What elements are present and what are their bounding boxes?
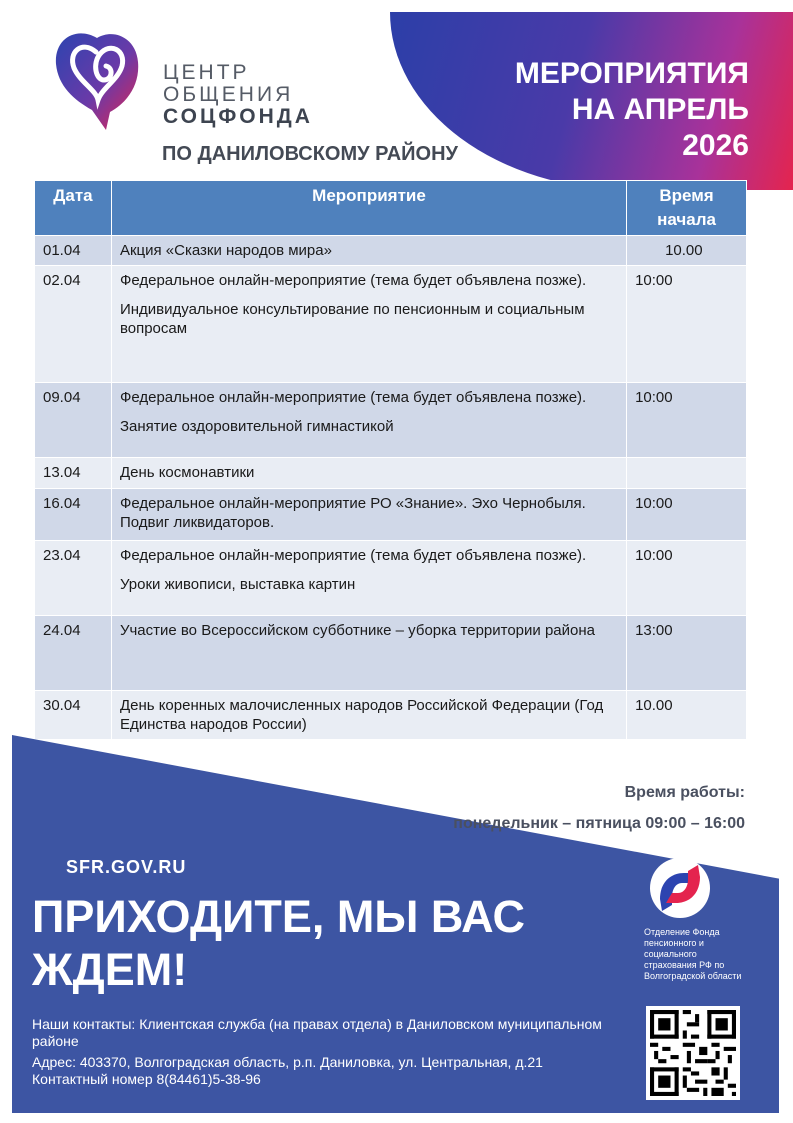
logo-text	[163, 62, 313, 128]
cell-date: 13.04	[35, 458, 112, 489]
sfr-logo-icon	[644, 857, 716, 919]
table-row	[35, 458, 747, 489]
logo-line-1: ЦЕНТР	[163, 61, 250, 84]
table-row	[35, 489, 747, 541]
table-header-row	[35, 181, 747, 236]
cell-event	[111, 489, 626, 541]
work-hours-schedule: понедельник – пятница 09:00 – 16:00	[453, 815, 745, 832]
header-event: Мероприятие	[111, 181, 626, 236]
table-row	[35, 616, 747, 691]
banner-title	[449, 56, 749, 164]
banner-line-1: МЕРОПРИЯТИЯ	[514, 57, 749, 90]
cell-event	[111, 691, 626, 740]
cell-event	[111, 458, 626, 489]
work-hours-title: Время работы:	[624, 784, 745, 801]
cell-date: 16.04	[35, 489, 112, 541]
contacts	[32, 1016, 612, 1088]
header-date: Дата	[35, 181, 112, 236]
event-text: Федеральное онлайн-мероприятие (тема будет объявлена позже).	[119, 272, 587, 289]
table-row	[35, 383, 747, 458]
cell-event	[111, 236, 626, 266]
cell-date: 24.04	[35, 616, 112, 691]
contacts-phone: Контактный номер 8(84461)5-38-96	[32, 1071, 261, 1087]
logo-line-3: СОЦФОНДА	[163, 105, 313, 128]
cell-event	[111, 383, 626, 458]
header-time-line-1: Время	[659, 186, 714, 205]
contacts-address: Адрес: 403370, Волгоградская область, р.п. Даниловка, ул. Центральная, д.21	[32, 1054, 543, 1070]
table-body	[35, 236, 747, 740]
logo-line-2: ОБЩЕНИЯ	[163, 83, 294, 106]
slogan	[32, 890, 632, 996]
qr-code-icon[interactable]	[646, 1006, 740, 1100]
cell-date: 30.04	[35, 691, 112, 740]
table-row	[35, 236, 747, 266]
cell-event	[111, 616, 626, 691]
table-row	[35, 541, 747, 616]
slogan-line-1: ПРИХОДИТЕ, МЫ ВАС	[32, 891, 526, 942]
website-link[interactable]: SFR.GOV.RU	[66, 857, 187, 877]
event-text: Занятие оздоровительной гимнастикой	[119, 418, 394, 435]
cell-date: 23.04	[35, 541, 112, 616]
banner-line-3: 2026	[682, 129, 749, 162]
event-text: Индивидуальное консультирование по пенсионным и социальным вопросам	[119, 301, 585, 337]
cell-event	[111, 266, 626, 383]
header-time	[627, 181, 747, 236]
cell-time: 10:00	[627, 489, 747, 541]
header-time-line-2: начала	[657, 210, 716, 229]
event-text: Уроки живописи, выставка картин	[119, 576, 356, 593]
event-text: Акция «Сказки народов мира»	[119, 242, 332, 259]
event-text: Федеральное онлайн-мероприятие РО «Знание». Эхо Чернобыля. Подвиг ликвидаторов.	[119, 495, 586, 531]
cell-time: 10:00	[627, 383, 747, 458]
cell-time: 10:00	[627, 266, 747, 383]
event-text: Участие во Всероссийском субботнике – уборка территории района	[119, 622, 595, 639]
slogan-line-2: ЖДЕМ!	[32, 944, 188, 995]
cell-time: 10.00	[627, 236, 747, 266]
events-table	[34, 180, 747, 740]
page-subtitle: ПО ДАНИЛОВСКОМУ РАЙОНУ	[162, 143, 458, 165]
cell-date: 09.04	[35, 383, 112, 458]
contacts-service: Наши контакты: Клиентская служба (на правах отдела) в Даниловском муниципальном районе	[32, 1016, 602, 1049]
cell-time	[627, 458, 747, 489]
sfr-block	[644, 857, 744, 982]
event-text: День космонавтики	[119, 464, 255, 481]
sfr-org-name: Отделение Фонда пенсионного и социального страхования РФ по Волгоградской области	[644, 927, 742, 981]
event-text: День коренных малочисленных народов Российской Федерации (Год Единства народов России)	[119, 697, 604, 733]
event-text: Федеральное онлайн-мероприятие (тема будет объявлена позже).	[119, 389, 587, 406]
cell-date: 02.04	[35, 266, 112, 383]
cell-date: 01.04	[35, 236, 112, 266]
work-hours	[453, 784, 745, 833]
event-text: Федеральное онлайн-мероприятие (тема будет объявлена позже).	[119, 547, 587, 564]
qr-code-graphic	[650, 1010, 736, 1096]
heart-logo-icon	[52, 30, 142, 132]
banner-line-2: НА АПРЕЛЬ	[571, 93, 749, 126]
table-row	[35, 691, 747, 740]
cell-event	[111, 541, 626, 616]
table-row	[35, 266, 747, 383]
cell-time: 10.00	[627, 691, 747, 740]
cell-time: 13:00	[627, 616, 747, 691]
cell-time: 10:00	[627, 541, 747, 616]
